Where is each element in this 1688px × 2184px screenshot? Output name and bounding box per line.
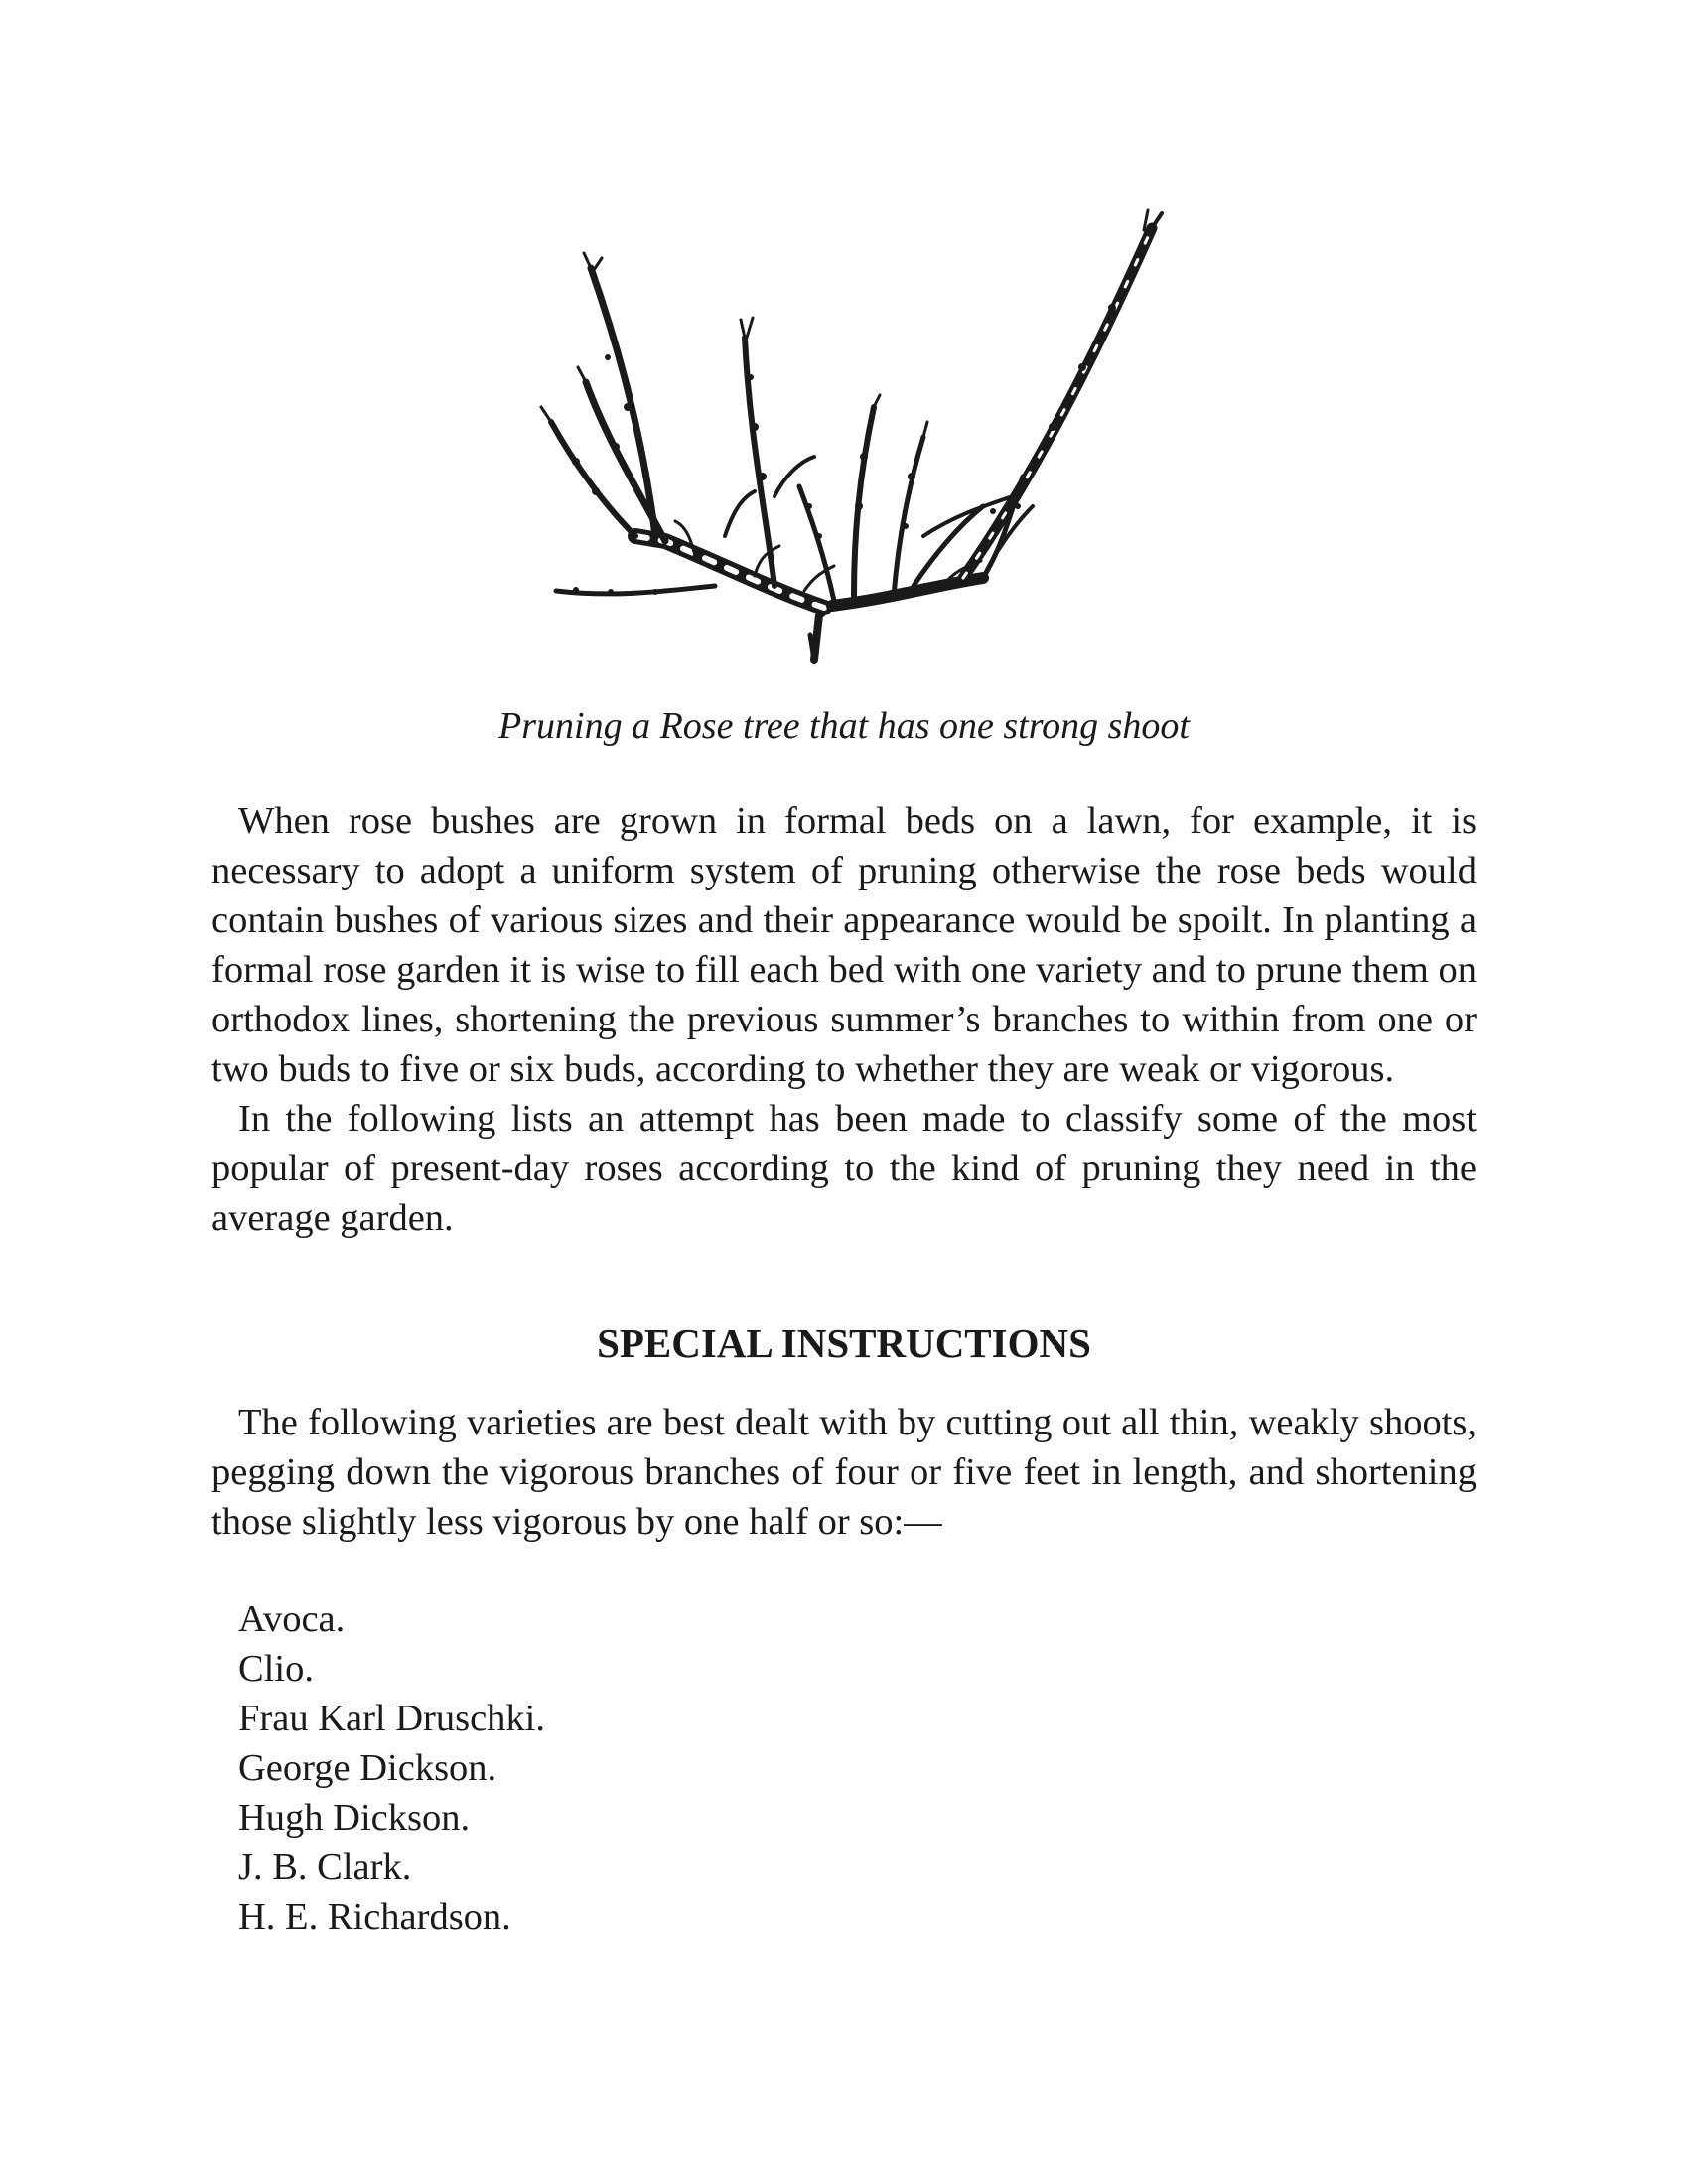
- list-item: Frau Karl Druschki.: [238, 1698, 545, 1739]
- section-intro-block: [211, 1398, 1477, 1547]
- paragraph: When rose bushes are grown in formal beds on a lawn, for example, it is necessary to adopt a uniform system of pruning otherwise the rose beds would contain bushes of various sizes and their appearance would be spoilt. In planting a formal rose garden it is wise to fill each bed with one variety and to prune them on orthodox lines, shortening the previous summer’s branches to within from one or two buds to five or six buds, according to whether they are weak or vigorous.: [211, 800, 1477, 1090]
- list-item: Avoca.: [238, 1598, 346, 1640]
- pruned-rose-bush-icon: [516, 208, 1172, 675]
- list-item: Hugh Dickson.: [238, 1797, 471, 1839]
- list-item: Clio.: [238, 1648, 314, 1690]
- list-item: J. B. Clark.: [238, 1846, 412, 1888]
- list-item: H. E. Richardson.: [238, 1896, 511, 1938]
- rose-bush-illustration: [516, 208, 1172, 675]
- body-text-block: [211, 796, 1477, 1243]
- section-heading: SPECIAL INSTRUCTIONS: [597, 1320, 1091, 1366]
- figure-caption: Pruning a Rose tree that has one strong shoot: [498, 705, 1190, 747]
- variety-list: [238, 1594, 545, 1942]
- paragraph: The following varieties are best dealt with by cutting out all thin, weakly shoots, pegging down the vigorous branches of four or five feet in length, and shortening those slightly less vigorous by one half or so:—: [211, 1402, 1477, 1543]
- list-item: George Dickson.: [238, 1747, 497, 1789]
- paragraph: In the following lists an attempt has been made to classify some of the most popular of present-day roses according to the kind of pruning they need in the average garden.: [211, 1098, 1477, 1239]
